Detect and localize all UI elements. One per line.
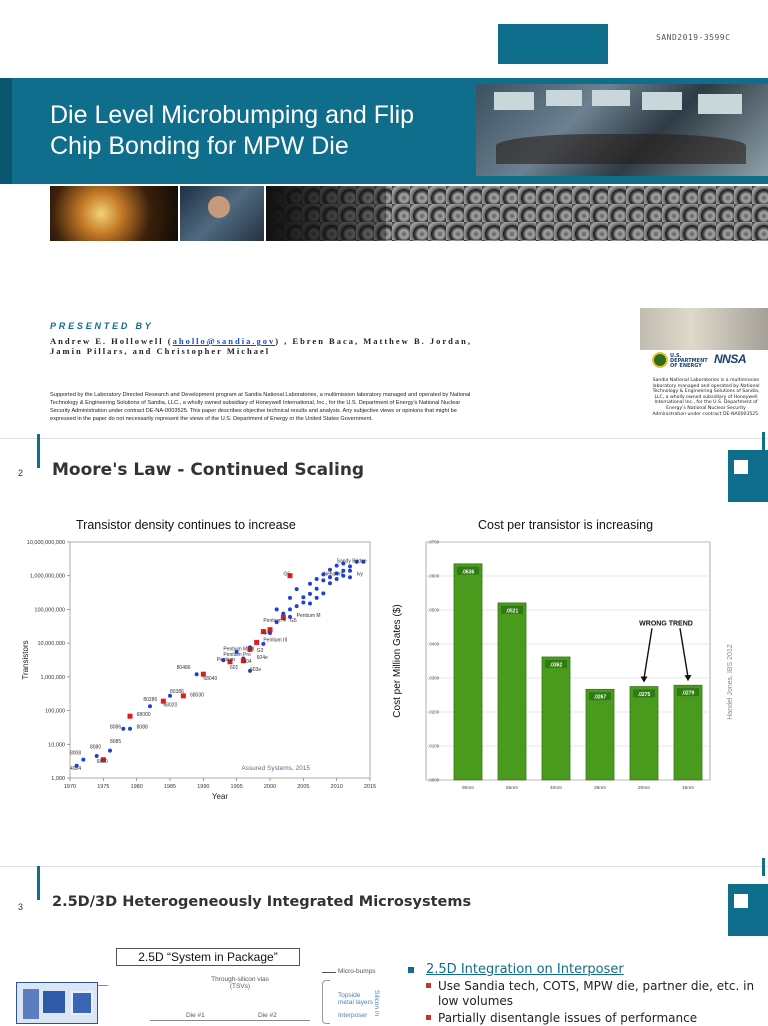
cost-bar bbox=[674, 685, 702, 780]
point-label: G3 bbox=[256, 647, 264, 654]
header-accent-box bbox=[498, 24, 608, 64]
presented-by-label: PRESENTED BY bbox=[50, 321, 154, 331]
point-label: 8088 bbox=[136, 724, 148, 731]
y-tick-label: .0700 bbox=[428, 539, 440, 545]
point-label: 603e bbox=[250, 666, 262, 673]
y-tick-label: 100,000 bbox=[45, 708, 65, 715]
x-tick-label: 1980 bbox=[130, 784, 143, 790]
data-point-red bbox=[254, 640, 259, 645]
chart-source-label: Handel Jones, IBS 2012 bbox=[727, 644, 734, 720]
die2-label: Die #2 bbox=[258, 1012, 277, 1019]
sub-bullet-text: Partially disentangle issues of performance bbox=[438, 1011, 698, 1025]
sub-bullet bbox=[406, 1011, 766, 1026]
data-point-blue bbox=[348, 575, 352, 579]
slide-title: 2.5D/3D Heterogeneously Integrated Microsystems bbox=[52, 894, 472, 910]
point-label: 8080 bbox=[90, 744, 102, 751]
data-point-blue bbox=[295, 604, 299, 608]
y-tick-label: 100,000,000 bbox=[34, 607, 65, 614]
point-label: Sandy Bridge bbox=[336, 558, 367, 565]
point-label: Pentium III bbox=[263, 637, 288, 644]
point-label: 8086 bbox=[110, 724, 122, 731]
bar-value-label: .0362 bbox=[549, 662, 563, 669]
data-point-blue bbox=[288, 596, 292, 600]
left-chart-title: Transistor density continues to increase bbox=[76, 518, 296, 532]
die1-label: Die #1 bbox=[186, 1012, 205, 1019]
title-band-stripe bbox=[0, 78, 12, 184]
topside-label: Topside metal layers bbox=[338, 992, 374, 1006]
point-label: Nehalem bbox=[323, 571, 344, 578]
y-tick-label: 10,000 bbox=[48, 742, 65, 749]
point-label: G6 bbox=[283, 571, 291, 578]
package-photo bbox=[16, 982, 98, 1024]
data-point-blue bbox=[275, 607, 279, 611]
point-label: Pentium Pro bbox=[223, 651, 251, 658]
y-tick-label: .0600 bbox=[428, 573, 440, 579]
x-tick-label: 2005 bbox=[297, 784, 310, 790]
data-point-blue bbox=[148, 704, 152, 708]
bar-value-label: .0279 bbox=[681, 690, 695, 697]
microbump-array-photo bbox=[266, 186, 768, 241]
point-label: Ivy bbox=[356, 571, 364, 578]
category-label: 16nm bbox=[682, 786, 694, 791]
cost-bar bbox=[586, 689, 614, 780]
point-label: 68040 bbox=[203, 676, 218, 683]
x-tick-label: 1990 bbox=[197, 784, 210, 790]
researcher-photo bbox=[180, 186, 264, 241]
transistor-scatter-chart bbox=[4, 532, 377, 804]
bar-value-label: .0521 bbox=[505, 608, 519, 615]
y-tick-label: .0000 bbox=[428, 777, 440, 783]
data-point-blue bbox=[108, 749, 112, 753]
point-label: 601 bbox=[230, 665, 239, 672]
data-point-blue bbox=[308, 592, 312, 596]
data-point-blue bbox=[81, 758, 85, 762]
sub-bullet-square-icon bbox=[426, 1015, 431, 1020]
bullet-list bbox=[406, 962, 766, 1026]
category-label: 40nm bbox=[550, 786, 562, 791]
data-point-blue bbox=[348, 564, 352, 568]
layer-bracket bbox=[322, 980, 330, 1024]
point-label: 68020 bbox=[163, 702, 178, 709]
data-point-red bbox=[128, 714, 133, 719]
category-label: 65nm bbox=[506, 786, 518, 791]
y-tick-label: .0200 bbox=[428, 709, 440, 715]
x-tick-label: 2015 bbox=[363, 784, 377, 790]
point-label: 8008 bbox=[70, 750, 82, 757]
point-label: Pentium 4 bbox=[263, 618, 286, 625]
x-tick-label: 2000 bbox=[263, 784, 277, 790]
category-label: 28nm bbox=[594, 786, 606, 791]
point-label: G4 bbox=[263, 630, 271, 637]
document-id: SAND2019-3599C bbox=[656, 33, 731, 42]
point-label: 80386 bbox=[170, 689, 184, 696]
point-label: G5 bbox=[290, 618, 297, 625]
point-label: Pentium bbox=[216, 656, 236, 663]
point-label: 80286 bbox=[143, 697, 158, 704]
data-point-blue bbox=[321, 591, 325, 595]
nnsa-logo: NNSA bbox=[714, 352, 747, 366]
slide-title: Moore's Law - Continued Scaling bbox=[52, 460, 365, 480]
presentation-title: Die Level Microbumping and Flip Chip Bonding for MPW Die bbox=[50, 101, 415, 160]
data-point-blue bbox=[328, 581, 332, 585]
corner-accent bbox=[728, 884, 768, 936]
cost-bar bbox=[542, 657, 570, 780]
data-point-blue bbox=[348, 569, 352, 573]
point-label: 6800 bbox=[96, 758, 108, 765]
x-tick-label: 1985 bbox=[163, 784, 177, 790]
x-tick-label: 2010 bbox=[330, 784, 343, 790]
control-room-photo bbox=[476, 84, 768, 176]
y-tick-label: 1,000 bbox=[51, 776, 65, 782]
point-label: 4004 bbox=[70, 766, 82, 773]
y-tick-label: 10,000,000 bbox=[37, 641, 65, 648]
author-email-link[interactable]: ahollo@sandia.gov bbox=[172, 336, 276, 346]
data-point-blue bbox=[315, 587, 319, 591]
authors-prefix: Andrew E. Hollowell ( bbox=[50, 336, 173, 346]
x-axis-label: Year bbox=[211, 792, 229, 801]
data-point-blue bbox=[95, 754, 99, 758]
diagram-leader bbox=[98, 985, 108, 986]
y-axis-label: Cost per Million Gates ($) bbox=[392, 604, 403, 718]
y-axis-label: Transistors bbox=[21, 640, 30, 680]
data-point-blue bbox=[288, 607, 292, 611]
slide-number: 2 bbox=[18, 468, 24, 478]
edge-accent bbox=[762, 858, 765, 876]
data-point-blue bbox=[321, 578, 325, 582]
bullet-main bbox=[406, 962, 766, 977]
microbumps-label: Micro-bumps bbox=[338, 968, 376, 975]
x-tick-label: 1975 bbox=[97, 784, 110, 790]
data-point-blue bbox=[295, 587, 299, 591]
corner-accent bbox=[728, 450, 768, 502]
data-point-blue bbox=[195, 672, 199, 676]
data-point-blue bbox=[315, 596, 319, 600]
data-point-blue bbox=[308, 582, 312, 586]
y-tick-label: .0300 bbox=[428, 675, 440, 681]
x-tick-label: 1995 bbox=[230, 784, 243, 790]
system-in-package-label: 2.5D “System in Package” bbox=[116, 948, 300, 966]
slide-divider bbox=[0, 866, 768, 867]
interposer-label: Interposer bbox=[338, 1012, 368, 1019]
agency-logos bbox=[652, 350, 760, 370]
title-accent-bar bbox=[37, 434, 40, 468]
point-label: 604 bbox=[243, 658, 252, 665]
edge-accent bbox=[762, 432, 765, 450]
y-tick-label: .0500 bbox=[428, 607, 440, 613]
chart-source-annotation: Assured Systems, 2015 bbox=[241, 765, 310, 772]
wrong-trend-annotation: WRONG TREND bbox=[639, 620, 693, 628]
doe-seal-icon bbox=[652, 352, 668, 368]
point-label: 604e bbox=[256, 654, 268, 661]
cost-bar-chart bbox=[392, 532, 748, 804]
y-tick-label: .0400 bbox=[428, 641, 440, 647]
point-label: Pentium MMX bbox=[223, 646, 255, 653]
funding-statement: Supported by the Laboratory Directed Research and Development program at Sandia National Laboratories, a multimission laboratory managed and operated by National Technology & Engineering Solutions of Sandia, LLC., a wholly owned subsidiary of Honeywell International, Inc., for the U.S. Department of Energy's National Nuclear Security Administration under contract DE-NA-0003525. This paper describes objective technical results and analysis. Any subjective views or opinions that might be expressed in the paper do not necessarily represent the views of the U.S. Department of Energy or the United States Government. bbox=[50, 392, 471, 422]
slide-number: 3 bbox=[18, 902, 24, 912]
furnace-photo bbox=[50, 186, 178, 241]
sub-bullet-text: Use Sandia tech, COTS, MPW die, partner die, etc. in low volumes bbox=[438, 979, 755, 1008]
point-label: 80486 bbox=[176, 665, 191, 672]
sandia-note: Sandia National Laboratories is a multimission laboratory managed and operated by National Technology & Engineering Solutions of Sandia, LLC, a wholly owned subsidiary of Honeywell International Inc., for the U.S. Department of Energy's National Nuclear Security Administration under contract DE-NA0003525. bbox=[652, 378, 760, 417]
author-list bbox=[50, 336, 480, 356]
sub-bullet bbox=[406, 979, 766, 1009]
category-label: 20nm bbox=[638, 786, 650, 791]
title-accent-bar bbox=[37, 866, 40, 900]
data-point-blue bbox=[315, 577, 319, 581]
point-label: Pentium M bbox=[296, 612, 321, 619]
bullet-main-text[interactable]: 2.5D Integration on Interposer bbox=[426, 962, 624, 977]
data-point-blue bbox=[121, 727, 125, 731]
tsv-label: Through-silicon vias (TSVs) bbox=[211, 976, 269, 990]
microbump-leader bbox=[322, 972, 336, 973]
y-tick-label: .0100 bbox=[428, 743, 440, 749]
cost-bar bbox=[454, 564, 482, 780]
cost-bar bbox=[630, 687, 658, 781]
facility-photo bbox=[640, 308, 768, 350]
sub-bullet-square-icon bbox=[426, 983, 431, 988]
die-outline bbox=[150, 1020, 310, 1021]
slide-divider bbox=[0, 438, 768, 439]
data-point-blue bbox=[128, 727, 132, 731]
data-point-blue bbox=[308, 601, 312, 605]
bar-value-label: .0636 bbox=[461, 569, 475, 576]
silicon-label: Silicon in bbox=[373, 990, 380, 1017]
category-label: 90nm bbox=[462, 786, 474, 791]
right-chart-title: Cost per transistor is increasing bbox=[478, 518, 654, 532]
y-tick-label: 1,000,000,000 bbox=[29, 573, 65, 580]
y-tick-label: 1,000,000 bbox=[40, 674, 65, 681]
x-tick-label: 1970 bbox=[63, 784, 77, 790]
y-tick-label: 10,000,000,000 bbox=[26, 540, 65, 546]
bullet-square-icon bbox=[408, 967, 414, 973]
data-point-blue bbox=[301, 601, 305, 605]
point-label: 68030 bbox=[190, 692, 204, 699]
point-label: 68000 bbox=[136, 712, 151, 719]
data-point-blue bbox=[301, 595, 305, 599]
point-label: 8085 bbox=[110, 738, 122, 745]
cost-bar bbox=[498, 603, 526, 780]
doe-logo-text: U.S. DEPARTMENT OF ENERGY bbox=[670, 353, 708, 369]
authors-rest: ) , Ebren Baca, Matthew B. Jordan, Jamin Pillars, and Christopher Michael bbox=[50, 336, 472, 356]
bar-value-label: .0267 bbox=[593, 694, 607, 701]
bar-value-label: .0275 bbox=[637, 692, 651, 698]
